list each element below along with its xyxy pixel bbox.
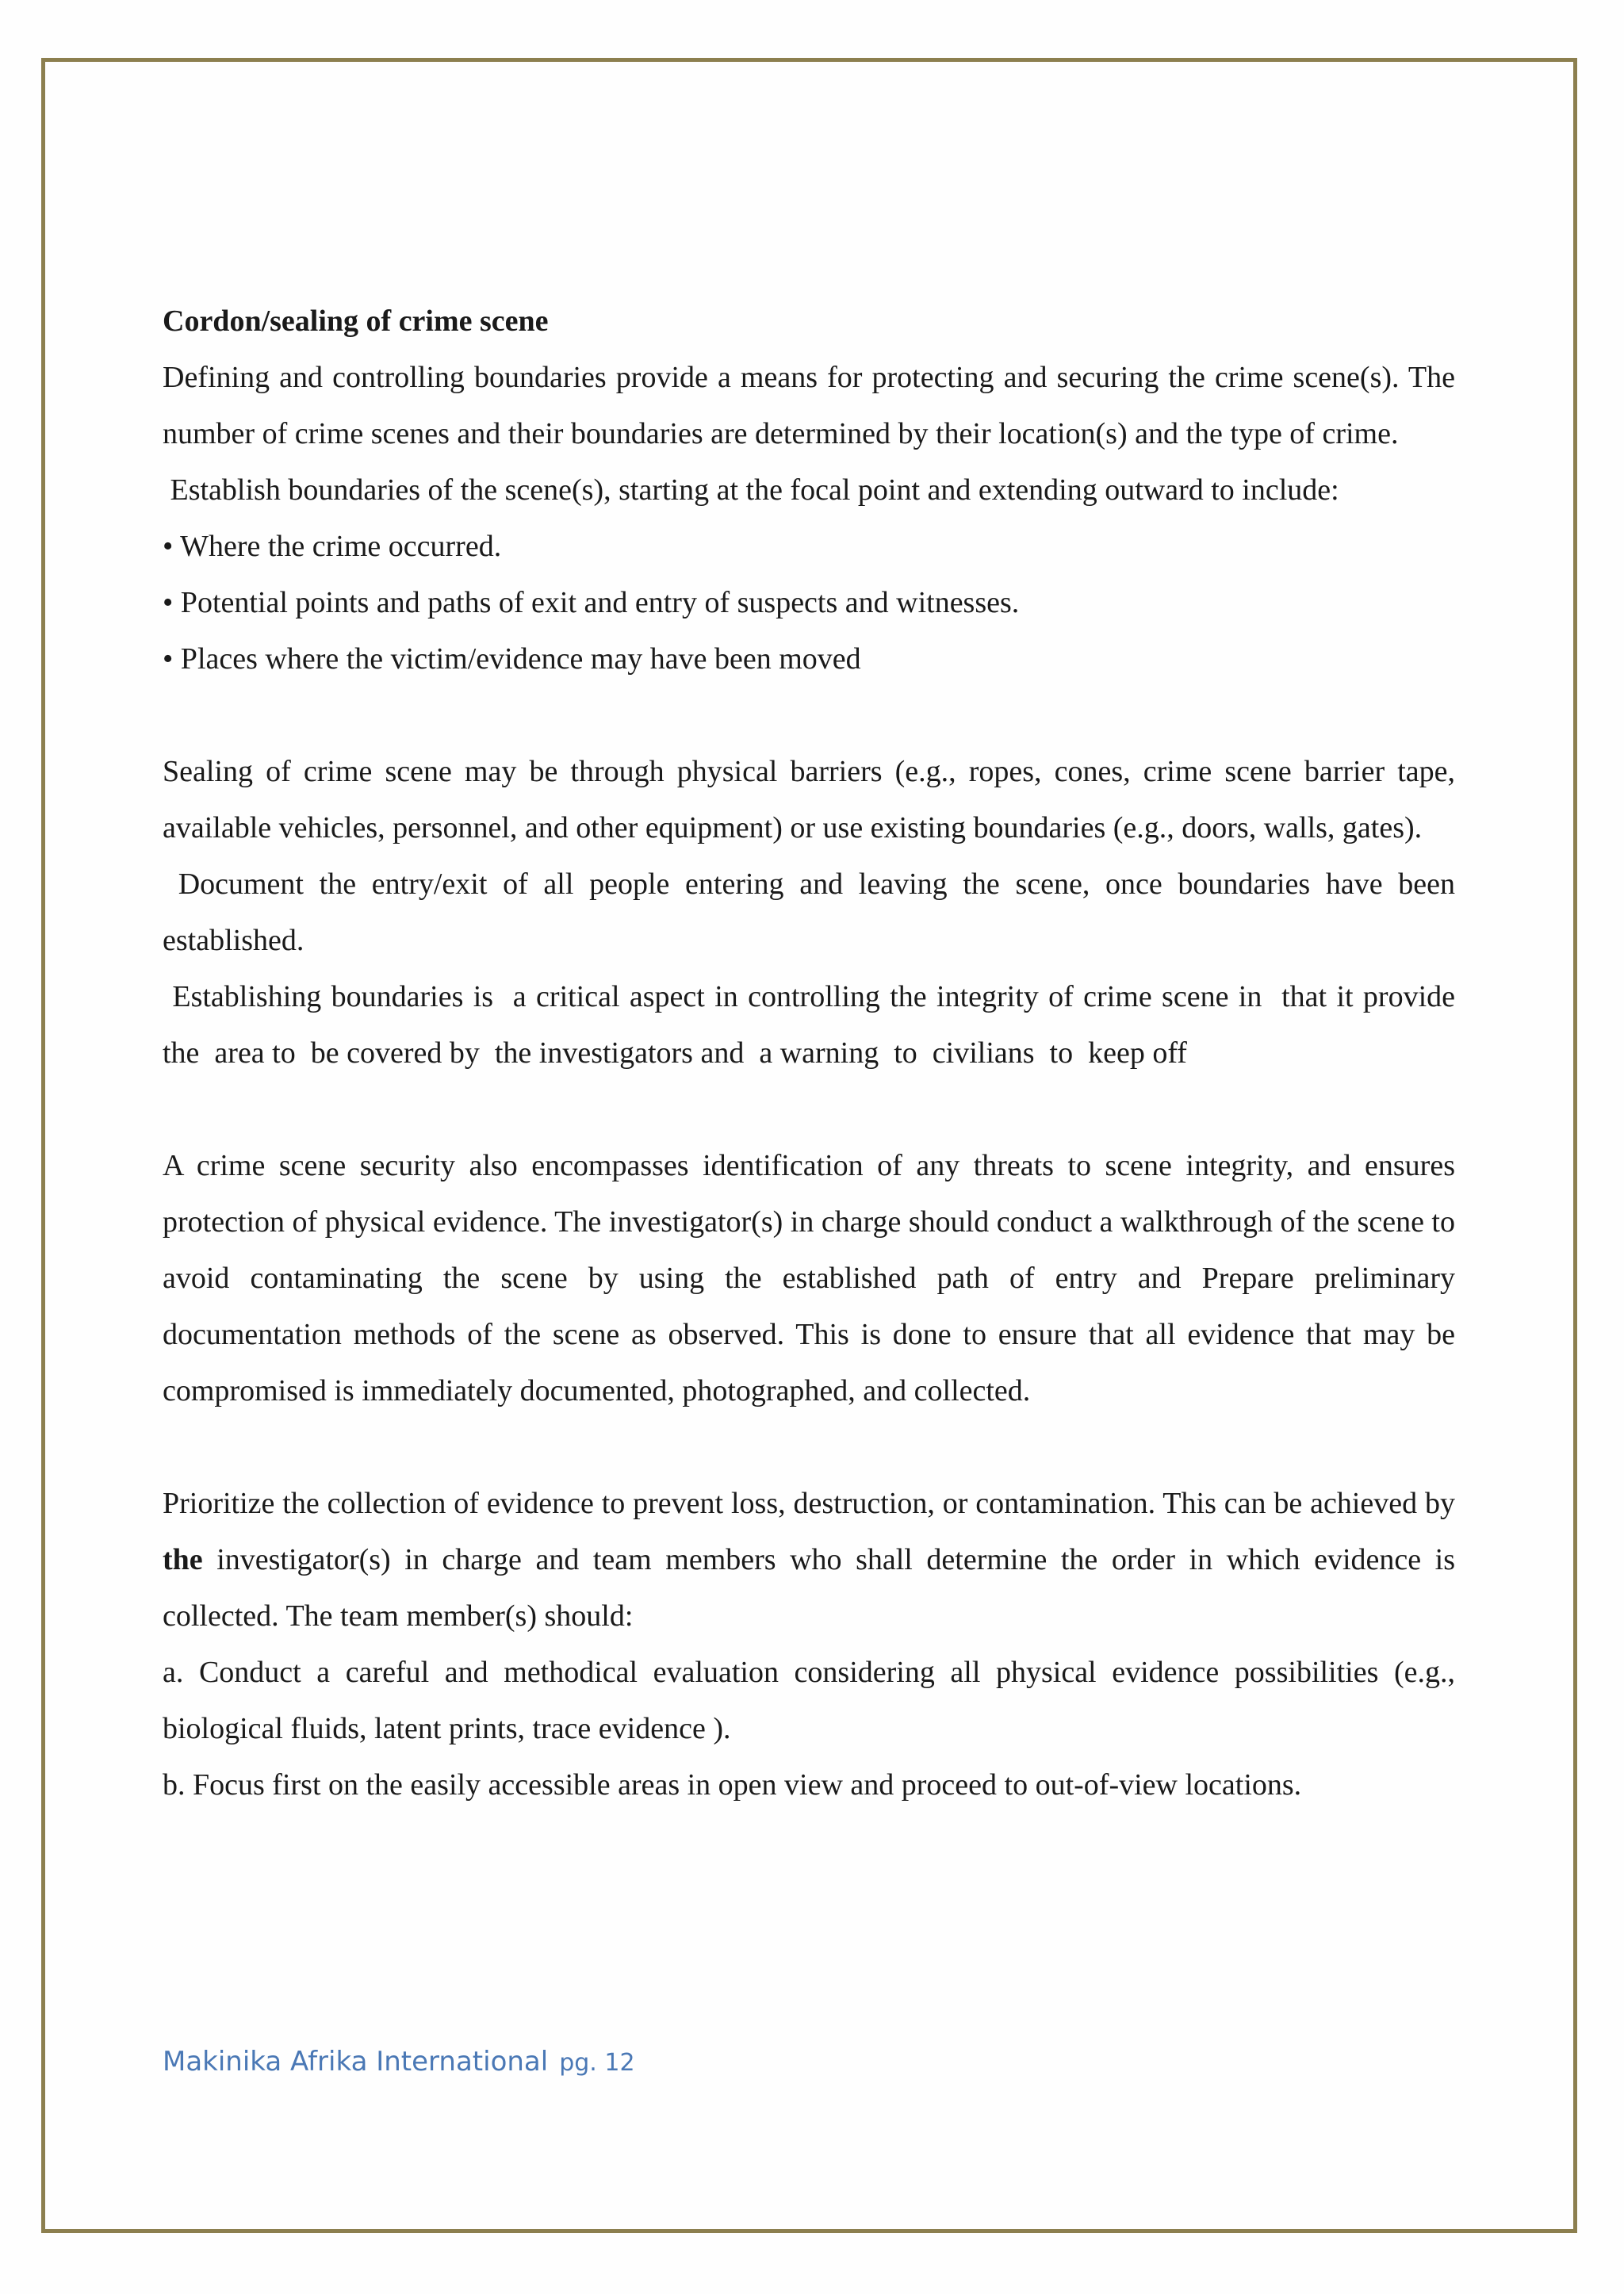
spacer: [163, 1082, 1455, 1138]
paragraph-boundaries: Defining and controlling boundaries provide a means for protecting and securing the crime scene(s). The number of crime scenes and their boundaries are determined by their location(s) and the type of crime.: [163, 361, 1455, 450]
paragraph-establish: Establish boundaries of the scene(s), starting at the focal point and extending outward to include:: [163, 473, 1339, 507]
paragraph-prioritize: [163, 1476, 1455, 1645]
paragraph-security: A crime scene security also encompasses identification of any threats to scene integrity, and ensures protection of physical evidence. The investigator(s) in charge should conduct a walkthrough of the scene to avoid contaminating the scene by using the established path of entry and Prepare preliminary documentation methods of the scene as observed. This is done to ensure that all evidence that may be compromised is immediately documented, photographed, and collected.: [163, 1149, 1455, 1407]
page-footer: [163, 2046, 635, 2078]
paragraph-document-entry: Document the entry/exit of all people entering and leaving the scene, once boundaries have been established.: [163, 867, 1463, 957]
section-heading: Cordon/sealing of crime scene: [163, 304, 549, 338]
paragraph-establishing-boundaries: Establishing boundaries is a critical aspect in controlling the integrity of crime scene in that it provide the area to be covered by the investigators and a warning to civilians to keep off: [163, 980, 1471, 1070]
bullet-item: • Potential points and paths of exit and entry of suspects and witnesses.: [163, 586, 1020, 619]
prioritize-text-end: investigator(s) in charge and team members who shall determine the order in which evidence is collected. The team member(s) should:: [163, 1543, 1455, 1633]
list-item-a: a. Conduct a careful and methodical evaluation considering all physical evidence possibilities (e.g., biological fluids, latent prints, trace evidence ).: [163, 1656, 1455, 1745]
prioritize-bold-word: the: [163, 1543, 203, 1576]
bullet-item: • Places where the victim/evidence may have been moved: [163, 642, 861, 676]
spacer: [163, 687, 1455, 744]
document-body: [163, 293, 1471, 1813]
footer-page-number: pg. 12: [559, 2049, 635, 2077]
footer-organization: Makinika Afrika International: [163, 2046, 549, 2078]
prioritize-text-start: Prioritize the collection of evidence to prevent loss, destruction, or contamination. This can be achieved by: [163, 1487, 1455, 1520]
list-item-b: b. Focus first on the easily accessible areas in open view and proceed to out-of-view locations.: [163, 1768, 1302, 1802]
paragraph-sealing: Sealing of crime scene may be through physical barriers (e.g., ropes, cones, crime scene barrier tape, available vehicles, personnel, and other equipment) or use existing boundaries (e.g., doors, walls, gates).: [163, 755, 1455, 844]
bullet-item: • Where the crime occurred.: [163, 530, 502, 563]
spacer: [163, 1419, 1455, 1476]
